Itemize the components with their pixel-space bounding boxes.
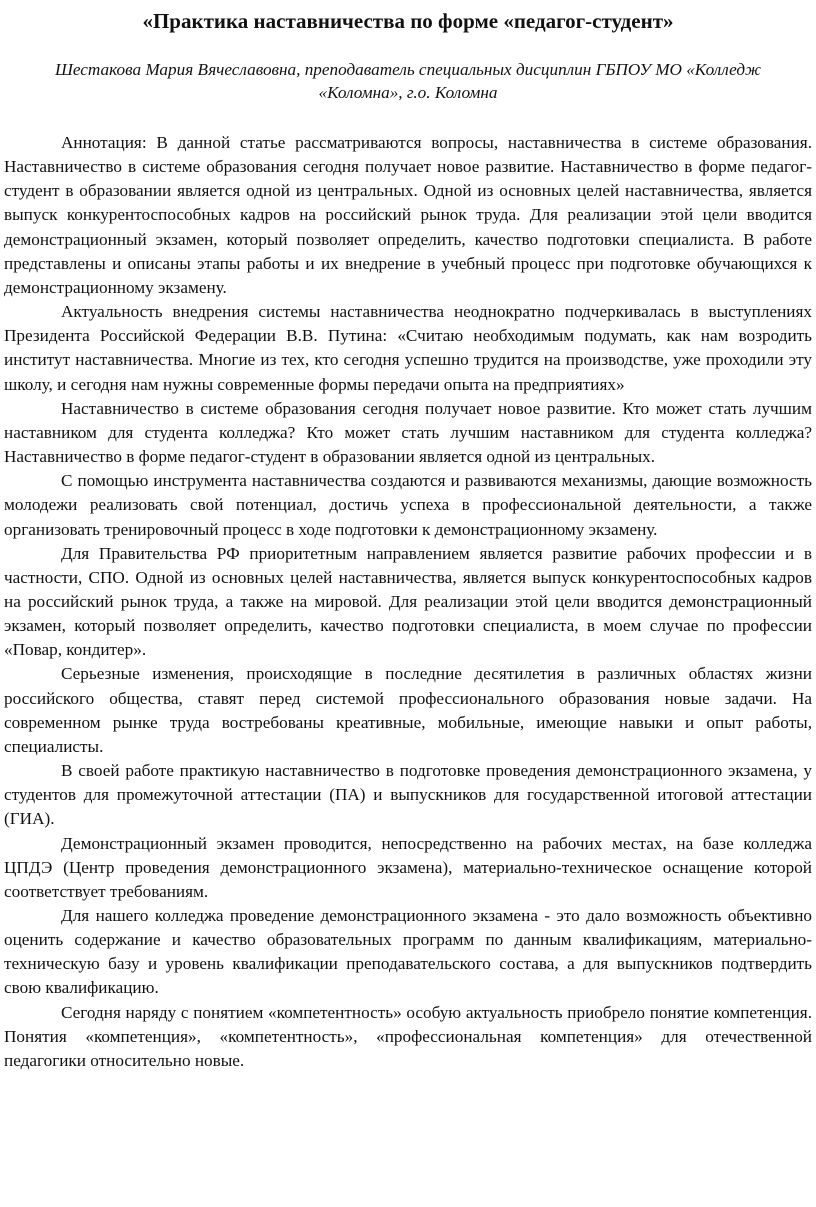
paragraph: Актуальность внедрения системы наставничества неоднократно подчеркивалась в выступлениях Президента Российской Федерации В.В. Путина: «Считаю необходимым подумать, как нам возродить институт наставничества. Многие из тех, кто сегодня успешно трудится на производстве, уже проходили эту школу, и сегодня нам нужны современные формы передачи опыта на предприятиях» bbox=[4, 302, 812, 394]
paragraph: Демонстрационный экзамен проводится, непосредственно на рабочих местах, на базе колледжа ЦПДЭ (Центр проведения демонстрационного экзамена), материально-техническое оснащение которой соответствует требованиям. bbox=[4, 833, 812, 901]
paragraph: Для нашего колледжа проведение демонстрационного экзамена - это дало возможность объективно оценить содержание и качество образовательных программ по данным квалификациям, материально-техническую базу и уровень квалификации преподавательского состава, а для выпускников подтвердить свою квалификацию. bbox=[4, 906, 812, 998]
article-title: «Практика наставничества по форме «педагог-студент» bbox=[142, 9, 674, 33]
paragraph: Серьезные изменения, происходящие в последние десятилетия в различных областях жизни российского общества, ставят перед системой профессионального образования новые задачи. На современном рынке труда востребованы креативные, мобильные, имеющие навыки и опыт работы, специалисты. bbox=[4, 664, 812, 756]
paragraph: Сегодня наряду с понятием «компетентность» особую актуальность приобрело понятие компетенция. Понятия «компетенция», «компетентность», «профессиональная компетенция» для отечественной педагогики относительно новые. bbox=[4, 1002, 812, 1070]
paragraph: Наставничество в системе образования сегодня получает новое развитие. Кто может стать лучшим наставником для студента колледжа? Кто может стать лучшим наставником для студента колледжа? Наставничество в форме педагог-студент в образовании является одной из центральных. bbox=[4, 398, 812, 467]
paragraph-annotation: Аннотация: В данной статье рассматриваются вопросы, наставничества в системе образования. Наставничество в системе образования сегодня получает новое развитие. Наставничество в форме педагог-студент в образовании является одной из центральных. Одной из основных целей наставничества, является выпуск конкурентоспособных кадров на российский рынок труда. Для реализации этой цели вводится демонстрационный экзамен, который позволяет определить, качество подготовки специалиста. В работе представлены и описаны этапы работы и их внедрение в учебный процесс при подготовке обучающихся к демонстрационному экзамену. bbox=[4, 133, 812, 297]
paragraph: В своей работе практикую наставничество в подготовке проведения демонстрационного экзамена, у студентов для промежуточной аттестации (ПА) и выпускников для государственной итоговой аттестации (ГИА). bbox=[4, 761, 812, 829]
paragraph: С помощью инструмента наставничества создаются и развиваются механизмы, дающие возможность молодежи реализовать свой потенциал, достичь успеха в профессиональной деятельности, а также организовать тренировочный процесс в ходе подготовки к демонстрационному экзамену. bbox=[4, 471, 812, 539]
article-body bbox=[4, 131, 812, 1073]
author-line: Шестакова Мария Вячеславовна, преподаватель специальных дисциплин ГБПОУ МО «Колледж «Коломна», г.о. Коломна bbox=[54, 60, 762, 102]
paragraph: Для Правительства РФ приоритетным направлением является развитие рабочих профессии и в частности, СПО. Одной из основных целей наставничества, является выпуск конкурентоспособных кадров на российский рынок труда, а также на мировой. Для реализации этой цели вводится демонстрационный экзамен, который позволяет определить, качество подготовки специалиста, в моем случае по профессии «Повар, кондитер». bbox=[4, 543, 812, 660]
